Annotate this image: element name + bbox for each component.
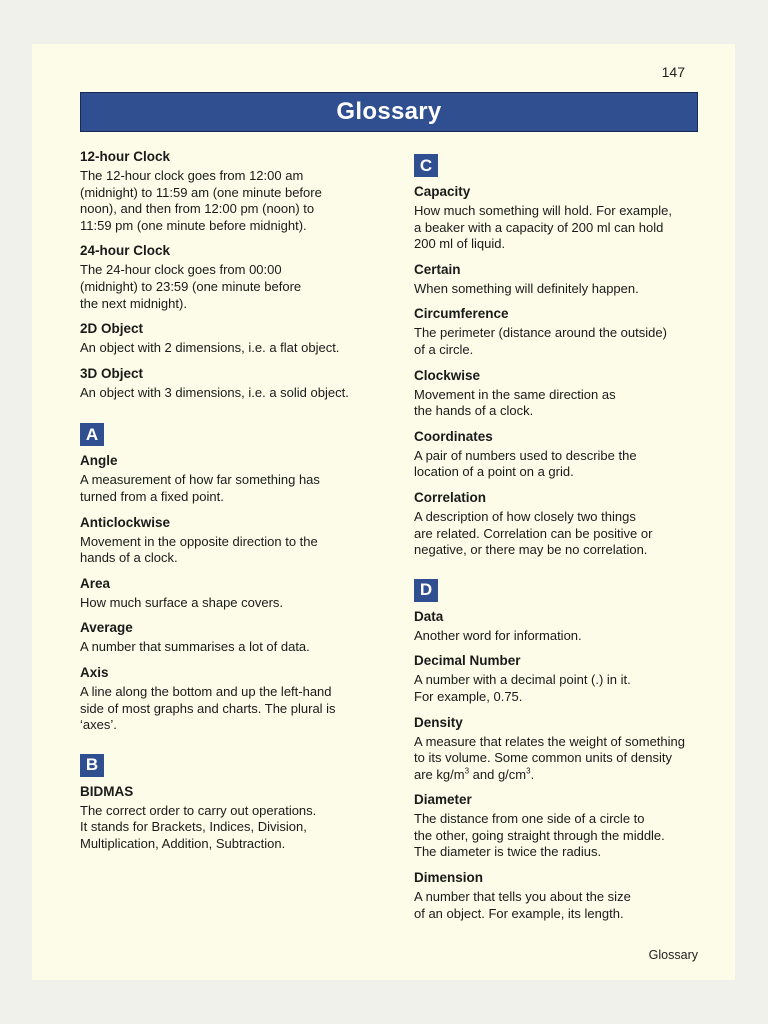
term-name: Capacity (414, 184, 471, 199)
term-definition (414, 734, 714, 784)
term-definition: The 24-hour clock goes from 00:00 (midnight) to 23:59 (one minute before the next midnight). (80, 262, 302, 311)
term-name: Density (414, 714, 463, 730)
term-definition: The distance from one side of a circle to the other, going straight through the middle. The diameter is twice the radius. (414, 811, 665, 860)
glossary-page (32, 44, 735, 980)
definition-text: A measure that relates the weight of something to its volume. Some common units of density are kg/m (414, 733, 685, 782)
section-letter-a: A (80, 423, 104, 446)
superscript: 3 (526, 766, 531, 776)
glossary-entry (80, 619, 380, 656)
glossary-entry (414, 869, 714, 922)
term-definition: How much something will hold. For example, a beaker with a capacity of 200 ml can hold 200 ml of liquid. (414, 203, 672, 252)
section-letter-b: B (80, 754, 104, 777)
page-number: 147 (661, 64, 685, 80)
term-name: Dimension (414, 870, 484, 886)
glossary-entry (414, 305, 714, 358)
term-definition: How much surface a shape covers. (80, 594, 284, 610)
term-name: 24-hour Clock (80, 243, 171, 259)
glossary-entry (80, 148, 380, 234)
page-title: Glossary (336, 98, 442, 125)
term-definition: Movement in the opposite direction to the hands of a clock. (80, 533, 318, 566)
term-definition: The correct order to carry out operations. It stands for Brackets, Indices, Division, Multiplication, Addition, Subtraction. (80, 802, 317, 851)
term-name: Circumference (414, 306, 509, 322)
term-definition: The 12-hour clock goes from 12:00 am (midnight) to 11:59 am (one minute before noon), and then from 12:00 pm (noon) to 11:59 pm (one minute before midnight). (80, 168, 322, 233)
term-name: Area (80, 575, 111, 591)
term-name: Certain (414, 261, 461, 277)
term-name: BIDMAS (80, 783, 134, 799)
term-definition: The perimeter (distance around the outside) of a circle. (414, 325, 667, 357)
glossary-entry (414, 714, 714, 784)
term-name: Clockwise (414, 367, 481, 383)
superscript: 3 (464, 766, 470, 776)
footer-label: Glossary (648, 948, 698, 962)
term-name: Data (414, 608, 444, 624)
term-name: Average (80, 620, 133, 636)
glossary-entry (80, 242, 380, 312)
glossary-entry (414, 261, 714, 298)
term-definition: A number that summarises a lot of data. (80, 639, 310, 655)
glossary-entry (414, 489, 714, 559)
glossary-entry (80, 365, 380, 402)
section-letter-d: D (414, 579, 438, 602)
definition-text: and g/cm (469, 766, 527, 782)
term-name: Coordinates (414, 428, 493, 444)
glossary-entry (414, 183, 714, 253)
term-definition: An object with 3 dimensions, i.e. a solid object. (80, 384, 349, 400)
term-definition: A number with a decimal point (.) in it. For example, 0.75. (414, 672, 631, 704)
term-definition: A description of how closely two things are related. Correlation can be positive or negative, or there may be no correlation. (414, 508, 653, 558)
title-bar (80, 92, 698, 132)
term-name: Anticlockwise (80, 514, 171, 530)
term-name: Angle (80, 453, 118, 469)
term-name: Correlation (414, 489, 487, 505)
glossary-entry (80, 664, 380, 734)
glossary-entry (414, 367, 714, 420)
glossary-entry (80, 452, 380, 505)
glossary-entry (80, 320, 380, 357)
term-definition: A measurement of how far something has turned from a fixed point. (80, 472, 320, 504)
left-column (80, 148, 380, 860)
glossary-entry (80, 575, 380, 612)
term-definition: When something will definitely happen. (414, 280, 639, 296)
term-name: Axis (80, 664, 109, 680)
term-definition: A pair of numbers used to describe the location of a point on a grid. (414, 447, 637, 480)
glossary-entry (414, 791, 714, 861)
term-name: 12-hour Clock (80, 149, 171, 164)
term-definition: A line along the bottom and up the left-hand side of most graphs and charts. The plural is ‘axes’. (80, 683, 336, 733)
term-name: 2D Object (80, 321, 144, 337)
glossary-entry (414, 608, 714, 645)
term-definition: Movement in the same direction as the hands of a clock. (414, 386, 616, 419)
glossary-entry (80, 514, 380, 567)
glossary-entry (414, 428, 714, 481)
term-definition: A number that tells you about the size of an object. For example, its length. (414, 889, 631, 921)
term-name: Diameter (414, 792, 472, 808)
term-definition: An object with 2 dimensions, i.e. a flat object. (80, 340, 340, 356)
right-column (414, 154, 714, 930)
term-definition: Another word for information. (414, 627, 582, 643)
term-name: 3D Object (80, 365, 144, 381)
glossary-entry (80, 783, 380, 853)
definition-text: . (530, 766, 535, 782)
term-name: Decimal Number (414, 653, 521, 669)
section-letter-c: C (414, 154, 438, 177)
glossary-entry (414, 652, 714, 705)
